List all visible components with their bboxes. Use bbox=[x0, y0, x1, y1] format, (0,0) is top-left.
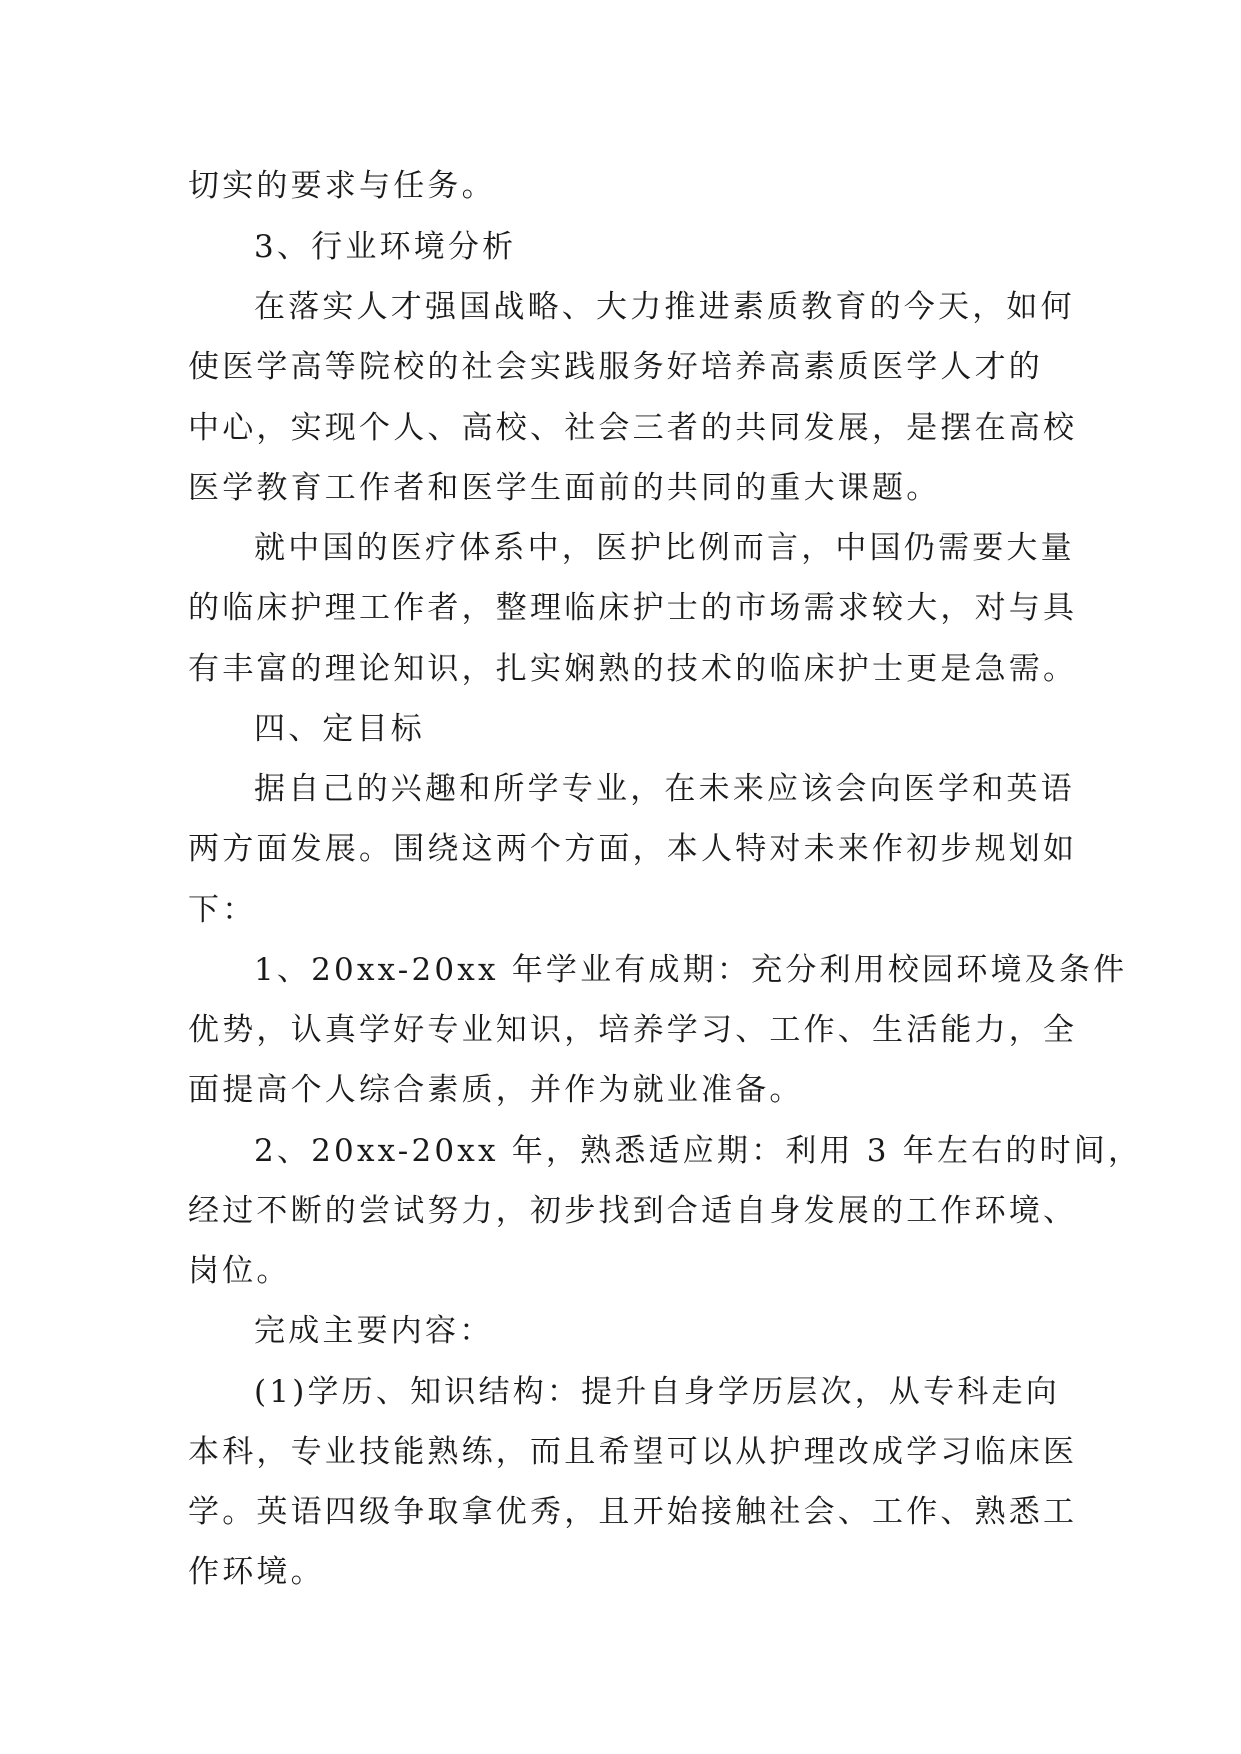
text-line: 使医学高等院校的社会实践服务好培养高素质医学人才的 bbox=[188, 349, 1043, 385]
text-line: 中心，实现个人、高校、社会三者的共同发展，是摆在高校 bbox=[188, 410, 1078, 446]
text-line: 就中国的医疗体系中，医护比例而言，中国仍需要大量 bbox=[254, 530, 1075, 566]
text-line: 学。英语四级争取拿优秀，且开始接触社会、工作、熟悉工 bbox=[188, 1494, 1078, 1530]
text-line: 医学教育工作者和医学生面前的共同的重大课题。 bbox=[188, 470, 941, 506]
text-line: 的临床护理工作者，整理临床护士的市场需求较大，对与具 bbox=[188, 590, 1078, 626]
text-line: 2、20xx-20xx 年，熟悉适应期：利用 3 年左右的时间， bbox=[254, 1133, 1143, 1169]
text-line: 面提高个人综合素质，并作为就业准备。 bbox=[188, 1072, 804, 1108]
section-heading: 3、行业环境分析 bbox=[254, 229, 517, 265]
text-line: 完成主要内容： bbox=[254, 1313, 494, 1349]
text-line: 有丰富的理论知识，扎实娴熟的技术的临床护士更是急需。 bbox=[188, 651, 1078, 687]
text-line: (1)学历、知识结构：提升自身学历层次，从专科走向 bbox=[254, 1374, 1060, 1410]
text-line: 切实的要求与任务。 bbox=[188, 168, 496, 204]
text-line: 据自己的兴趣和所学专业，在未来应该会向医学和英语 bbox=[254, 771, 1075, 807]
text-line: 经过不断的尝试努力，初步找到合适自身发展的工作环境、 bbox=[188, 1193, 1078, 1229]
text-line: 本科，专业技能熟练，而且希望可以从护理改成学习临床医 bbox=[188, 1434, 1078, 1470]
text-line: 岗位。 bbox=[188, 1253, 291, 1289]
text-line: 作环境。 bbox=[188, 1554, 325, 1590]
text-line: 两方面发展。围绕这两个方面，本人特对未来作初步规划如 bbox=[188, 831, 1078, 867]
text-line: 优势，认真学好专业知识，培养学习、工作、生活能力，全 bbox=[188, 1012, 1078, 1048]
section-heading: 四、定目标 bbox=[254, 711, 425, 747]
text-line: 在落实人才强国战略、大力推进素质教育的今天，如何 bbox=[254, 289, 1075, 325]
text-line: 1、20xx-20xx 年学业有成期：充分利用校园环境及条件 bbox=[254, 952, 1128, 988]
text-line: 下： bbox=[188, 892, 257, 928]
